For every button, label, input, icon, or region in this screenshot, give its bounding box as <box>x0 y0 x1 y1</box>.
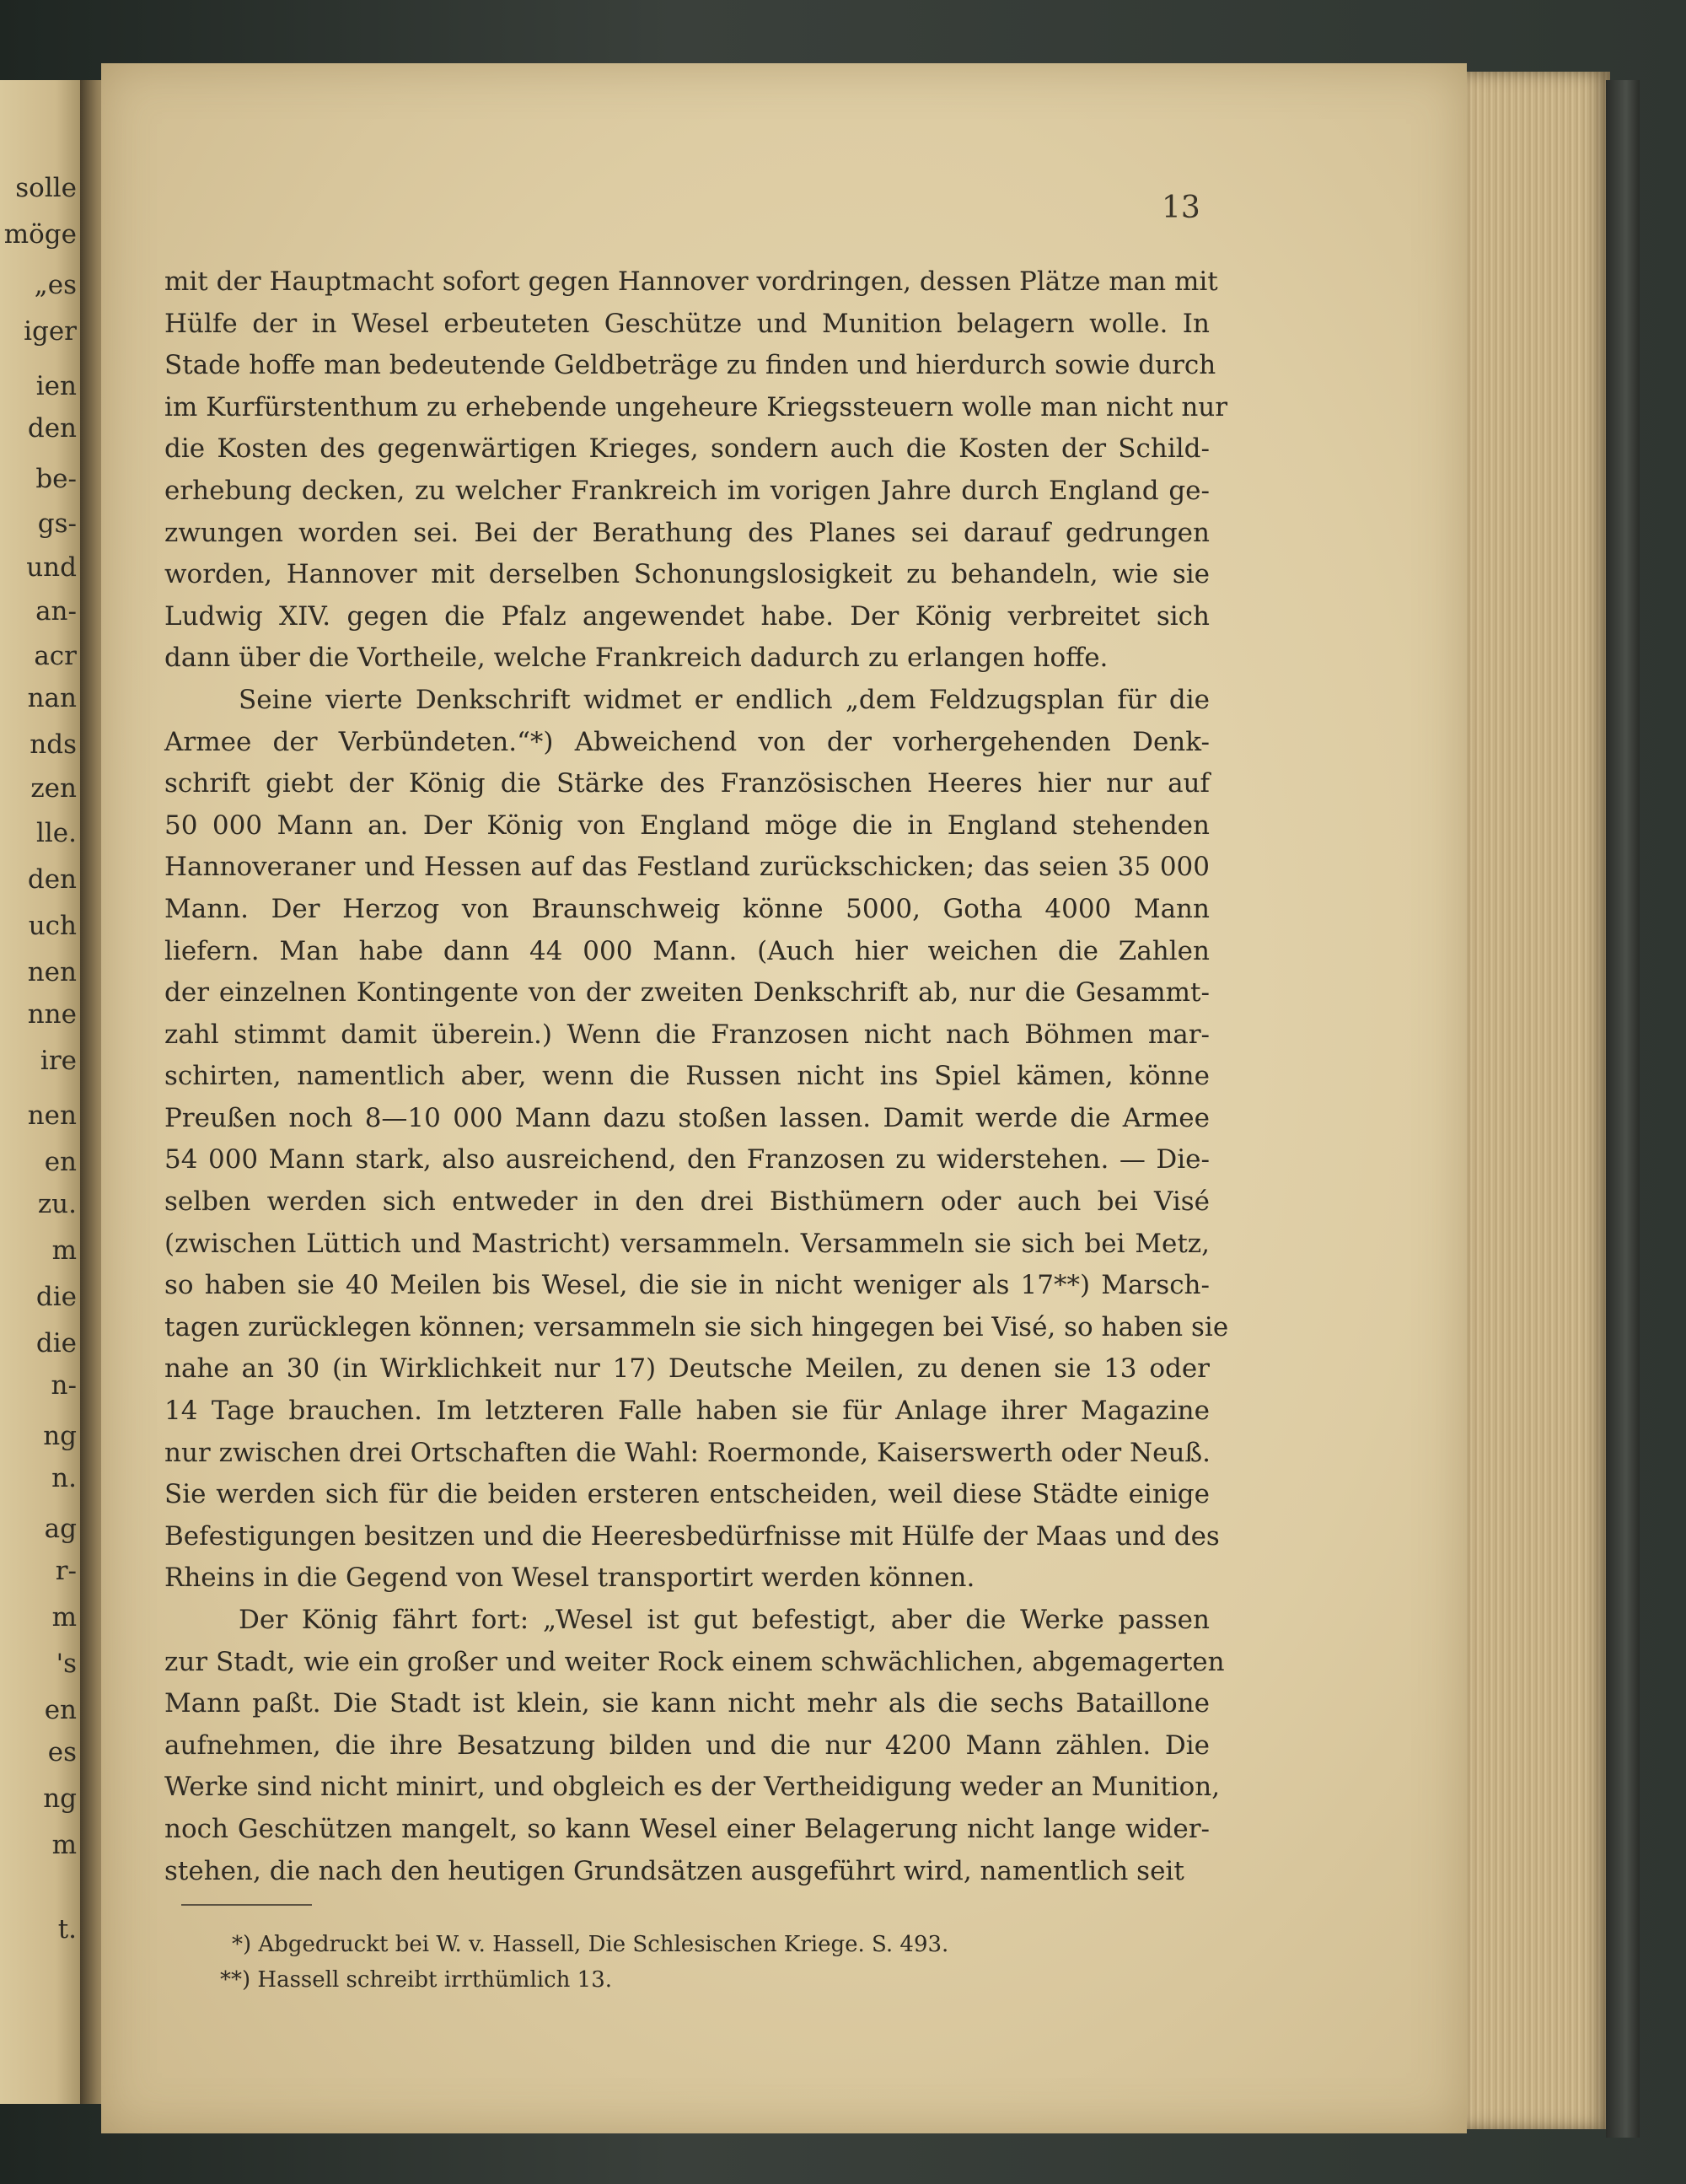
text-line: Mann. Der Herzog von Braunschweig könne 5000, Gotha 4000 Mann <box>164 893 1210 924</box>
text-line: 50 000 Mann an. Der König von England möge die in England stehenden <box>164 810 1210 841</box>
facing-page-text-fragment: zen <box>30 773 77 804</box>
facing-page-text-fragment: en <box>44 1695 77 1725</box>
facing-page-text-fragment: gs- <box>37 508 77 539</box>
text-line: noch Geschützen mangelt, so kann Wesel einer Belagerung nicht lange wider- <box>164 1813 1210 1844</box>
page-edges <box>1467 72 1610 2129</box>
facing-page-text-fragment: t. <box>57 1914 77 1945</box>
body-text <box>164 261 1229 1892</box>
facing-page-text-fragment: en <box>44 1147 77 1177</box>
facing-page-text-fragment: lle. <box>35 818 77 848</box>
text-line: so haben sie 40 Meilen bis Wesel, die sie in nicht weniger als 17**) Marsch- <box>164 1270 1210 1301</box>
text-line: Der König fährt fort: „Wesel ist gut befestigt, aber die Werke passen <box>239 1605 1210 1635</box>
text-line: erhebung decken, zu welcher Frankreich im vorigen Jahre durch England ge- <box>164 475 1210 506</box>
facing-page-text-fragment: nen <box>27 957 77 987</box>
facing-page-text-fragment: „es <box>34 270 77 300</box>
text-line: Werke sind nicht minirt, und obgleich es der Vertheidigung weder an Munition, <box>164 1772 1221 1803</box>
facing-page-text-fragment: n. <box>51 1463 77 1493</box>
text-line: Seine vierte Denkschrift widmet er endlich „dem Feldzugsplan für die <box>239 684 1210 715</box>
facing-page-text-fragment: iger <box>24 316 77 347</box>
page-number: 13 <box>1162 191 1200 225</box>
text-line: Mann paßt. Die Stadt ist klein, sie kann nicht mehr als die sechs Bataillone <box>164 1688 1210 1719</box>
text-line: selben werden sich entweder in den drei Bisthümern oder auch bei Visé <box>164 1186 1210 1218</box>
facing-page-text-fragment: die <box>35 1282 77 1312</box>
facing-page-text-fragment: nan <box>27 683 77 713</box>
text-line: tagen zurücklegen können; versammeln sie sich hingegen bei Visé, so haben sie <box>164 1311 1229 1342</box>
text-line: die Kosten des gegenwärtigen Krieges, sondern auch die Kosten der Schild- <box>164 433 1210 465</box>
book-cover-edge <box>1606 80 1640 2138</box>
text-line: Hülfe der in Wesel erbeuteten Geschütze und Munition belagern wolle. In <box>164 308 1210 339</box>
text-line: schrift giebt der König die Stärke des Französischen Heeres hier nur auf <box>164 768 1210 799</box>
facing-page-text-fragment: nne <box>27 999 77 1030</box>
text-line: nur zwischen drei Ortschaften die Wahl: Roermonde, Kaiserswerth oder Neuß. <box>164 1437 1211 1468</box>
text-line: zwungen worden sei. Bei der Berathung des Planes sei darauf gedrungen <box>164 517 1210 548</box>
facing-page-text-fragment: ng <box>43 1783 77 1814</box>
facing-page-text-fragment: acr <box>34 641 77 671</box>
text-line: im Kurfürstenthum zu erhebende ungeheure Kriegssteuern wolle man nicht nur <box>164 391 1228 422</box>
facing-page-text-fragment: möge <box>3 219 77 250</box>
footnote-2: **) Hassell schreibt irrthümlich 13. <box>220 1967 613 1993</box>
text-line: Preußen noch 8—10 000 Mann dazu stoßen lassen. Damit werde die Armee <box>164 1102 1210 1133</box>
facing-page-text-fragment: die <box>35 1328 77 1358</box>
facing-page-text-fragment: be- <box>35 464 77 494</box>
facing-page-text-fragment: den <box>27 413 77 444</box>
text-line: stehen, die nach den heutigen Grundsätzen ausgeführt wird, namentlich seit <box>164 1855 1184 1886</box>
text-line: Ludwig XIV. gegen die Pfalz angewendet habe. Der König verbreitet sich <box>164 600 1210 632</box>
text-line: 54 000 Mann stark, also ausreichend, den Franzosen zu widerstehen. — Die- <box>164 1144 1210 1175</box>
text-line: Armee der Verbündeten.“*) Abweichend von der vorhergehenden Denk- <box>164 726 1210 757</box>
text-line: mit der Hauptmacht sofort gegen Hannover vordringen, dessen Plätze man mit <box>164 266 1218 297</box>
text-line: Sie werden sich für die beiden ersteren entscheiden, weil diese Städte einige <box>164 1479 1210 1510</box>
facing-page-text-fragment: und <box>26 552 77 583</box>
facing-page-text-fragment: m <box>51 1235 77 1266</box>
facing-page-text-fragment: m <box>51 1830 77 1860</box>
text-line: zur Stadt, wie ein großer und weiter Rock einem schwächlichen, abgemagerten <box>164 1646 1225 1677</box>
text-line: schirten, namentlich aber, wenn die Russen nicht ins Spiel kämen, könne <box>164 1061 1210 1092</box>
facing-page-text-fragment: den <box>27 864 77 895</box>
text-line: der einzelnen Kontingente von der zweiten Denkschrift ab, nur die Gesammt- <box>164 977 1210 1009</box>
footnote-rule <box>181 1904 312 1906</box>
footnote-1: *) Abgedruckt bei W. v. Hassell, Die Schlesischen Kriege. S. 493. <box>232 1932 949 1957</box>
facing-page-text-fragment: ag <box>44 1514 77 1544</box>
facing-page-text-fragment: 's <box>56 1649 77 1679</box>
text-line: Rheins in die Gegend von Wesel transportirt werden können. <box>164 1563 975 1594</box>
facing-page-text-fragment: uch <box>28 911 77 941</box>
facing-page-text-fragment: ien <box>35 371 77 401</box>
footnotes <box>220 1927 1159 1998</box>
text-line: zahl stimmt damit überein.) Wenn die Franzosen nicht nach Böhmen mar- <box>164 1019 1210 1050</box>
text-line: Befestigungen besitzen und die Heeresbedürfnisse mit Hülfe der Maas und des <box>164 1520 1220 1552</box>
text-line: liefern. Man habe dann 44 000 Mann. (Auch hier weichen die Zahlen <box>164 935 1210 966</box>
text-line: worden, Hannover mit derselben Schonungslosigkeit zu behandeln, wie sie <box>164 559 1210 590</box>
facing-page-text-fragment: nen <box>27 1100 77 1131</box>
facing-page-text-fragment: m <box>51 1602 77 1633</box>
text-line: nahe an 30 (in Wirklichkeit nur 17) Deutsche Meilen, zu denen sie 13 oder <box>164 1353 1210 1385</box>
text-line: (zwischen Lüttich und Mastricht) versammeln. Versammeln sie sich bei Metz, <box>164 1228 1210 1259</box>
text-line: aufnehmen, die ihre Besatzung bilden und die nur 4200 Mann zählen. Die <box>164 1729 1210 1761</box>
facing-page-text-fragment: es <box>47 1737 77 1767</box>
facing-page-text-fragment: solle <box>15 173 77 203</box>
facing-page-text-fragment: an- <box>35 596 77 627</box>
text-line: dann über die Vortheile, welche Frankreich dadurch zu erlangen hoffe. <box>164 643 1109 674</box>
facing-page-text-fragment: r- <box>55 1556 77 1586</box>
facing-page-text-fragment: nds <box>30 729 77 760</box>
facing-page-text-fragment: n- <box>51 1370 77 1401</box>
facing-page-text-fragment: ire <box>40 1046 77 1076</box>
facing-page-text-fragment: zu. <box>37 1189 77 1219</box>
text-line: Stade hoffe man bedeutende Geldbeträge zu finden und hierdurch sowie durch <box>164 350 1216 381</box>
text-line: 14 Tage brauchen. Im letzteren Falle haben sie für Anlage ihrer Magazine <box>164 1396 1210 1427</box>
facing-page-text-fragment: ng <box>43 1421 77 1451</box>
facing-page-fragment <box>0 80 80 2104</box>
text-line: Hannoveraner und Hessen auf das Festland zurückschicken; das seien 35 000 <box>164 852 1210 883</box>
